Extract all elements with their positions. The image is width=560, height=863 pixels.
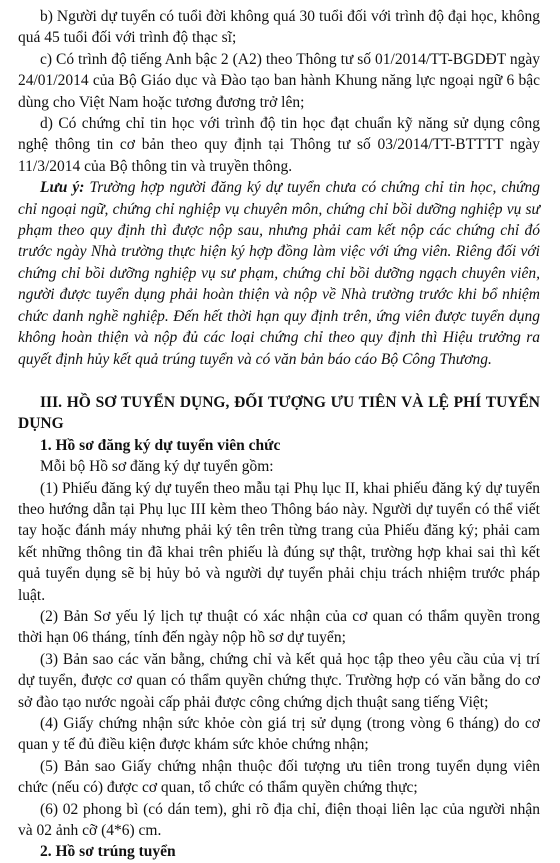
subsection-2-heading: 2. Hồ sơ trúng tuyển <box>40 843 176 861</box>
requirement-item-b: b) Người dự tuyển có tuổi đời không quá 30 tuổi đối với trình độ đại học, không quá 45 tuổi đối với trình độ thạc sĩ; <box>18 8 540 47</box>
note-label: Lưu ý: <box>40 179 85 197</box>
note-paragraph <box>18 177 540 370</box>
dossier-item-2: (2) Bản Sơ yếu lý lịch tự thuật có xác nhận của cơ quan có thẩm quyền trong thời hạn 06 tháng, tính đến ngày nộp hồ sơ dự tuyển; <box>18 607 540 647</box>
note-text: Trường hợp người đăng ký dự tuyển chưa có chứng chỉ tin học, chứng chỉ ngoại ngữ, chứng chỉ nghiệp vụ chuyên môn, chứng chỉ bồi dưỡng nghiệp vụ sư phạm theo quy định thì được nộp sau, nhưng phải cam kết nộp các chứng chỉ đó trước ngày Nhà trường thực hiện ký hợp đồng làm việc với ứng viên. Riêng đối với chứng chỉ bồi dưỡng nghiệp vụ sư phạm, chứng chỉ bồi dưỡng ngạch chuyên viên, người được tuyển dụng phải hoàn thiện và nộp về Nhà trường trước khi bổ nhiệm chức danh nghề nghiệp. Đến hết thời hạn quy định trên, ứng viên được tuyển dụng không hoàn thiện và nộp đủ các loại chứng chỉ theo quy định thì Hiệu trưởng ra quyết định hủy kết quả trúng tuyển và có văn bản báo cáo Bộ Công Thương. <box>18 179 540 368</box>
dossier-item-5: (5) Bản sao Giấy chứng nhận thuộc đối tượng ưu tiên trong tuyển dụng viên chức (nếu có) được cơ quan, tổ chức có thẩm quyền chứng thực; <box>18 757 540 797</box>
subsection-1-heading: 1. Hồ sơ đăng ký dự tuyển viên chức <box>40 436 281 454</box>
dossier-item-3: (3) Bản sao các văn bằng, chứng chỉ và kết quả học tập theo yêu cầu của vị trí dự tuyển, được cơ quan có thẩm quyền chứng thực. Trường hợp có văn bằng do cơ sở đào tạo nước ngoài cấp phải được công chứng dịch thuật sang tiếng Việt; <box>18 650 540 711</box>
dossier-item-1: (1) Phiếu đăng ký dự tuyển theo mẫu tại Phụ lục II, khai phiếu đăng ký dự tuyển theo hướng dẫn tại Phụ lục III kèm theo Thông báo này. Người dự tuyển có thể viết tay hoặc đánh máy nhưng phải ký tên trên từng trang của Phiếu đăng ký; phải cam kết những thông tin đã khai trên phiếu là đúng sự thật, trường hợp khai sai thì kết quả tuyển dụng sẽ bị hủy bỏ và người dự tuyển phải chịu trách nhiệm trước pháp luật. <box>18 479 540 604</box>
dossier-intro: Mỗi bộ Hồ sơ đăng ký dự tuyển gồm: <box>40 458 274 476</box>
requirement-item-c: c) Có trình độ tiếng Anh bậc 2 (A2) theo Thông tư số 01/2014/TT-BGDĐT ngày 24/01/2014 của Bộ Giáo dục và Đào tạo ban hành Khung năng lực ngoại ngữ 6 bậc dùng cho Việt Nam hoặc tương đương trở lên; <box>18 50 540 111</box>
dossier-item-6: (6) 02 phong bì (có dán tem), ghi rõ địa chỉ, điện thoại liên lạc của người nhận và 02 ảnh cỡ (4*6) cm. <box>18 800 540 840</box>
requirement-item-d: d) Có chứng chỉ tin học với trình độ tin học đạt chuẩn kỹ năng sử dụng công nghệ thông tin cơ bản theo quy định tại Thông tư số 03/2014/TT-BTTTT ngày 11/3/2014 của Bộ thông tin và truyền thông. <box>18 115 540 175</box>
section-iii-heading: III. HỒ SƠ TUYỂN DỤNG, ĐỐI TƯỢNG ƯU TIÊN VÀ LỆ PHÍ TUYỂN DỤNG <box>18 393 540 433</box>
dossier-item-4: (4) Giấy chứng nhận sức khỏe còn giá trị sử dụng (trong vòng 6 tháng) do cơ quan y tế đủ điều kiện được khám sức khỏe chứng nhận; <box>18 715 540 754</box>
